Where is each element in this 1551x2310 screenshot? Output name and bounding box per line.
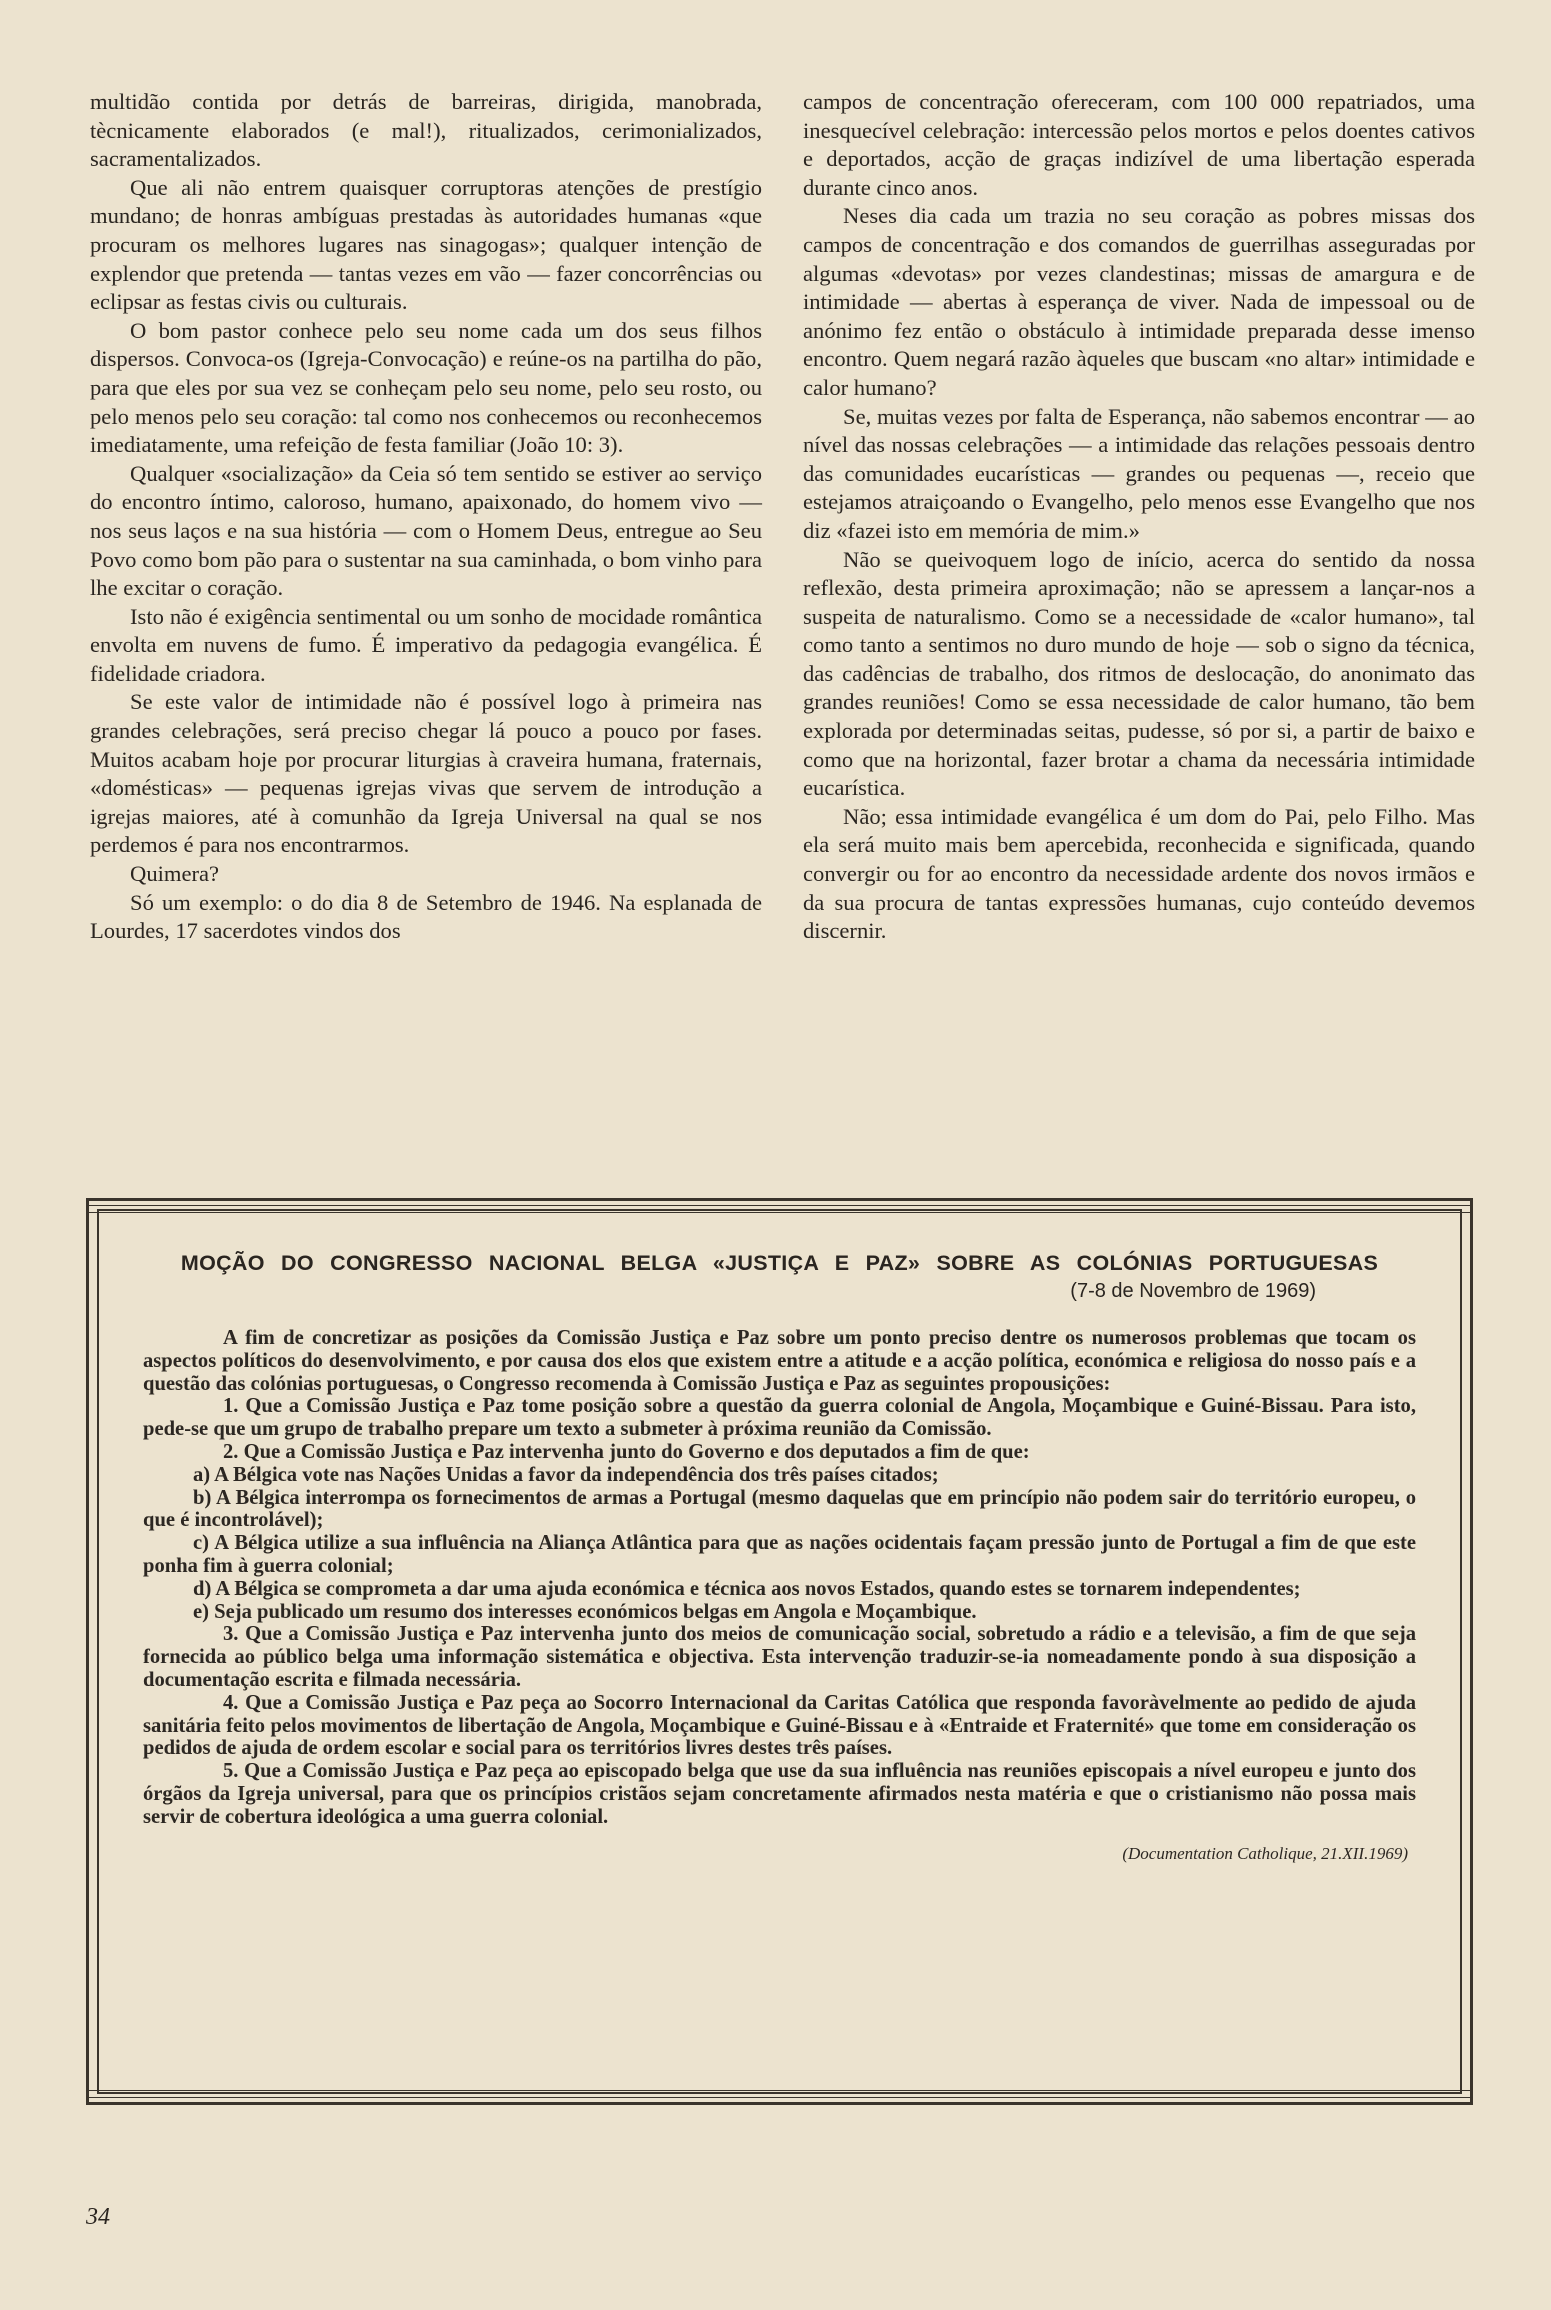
- paragraph: Isto não é exigência sentimental ou um sonho de mocidade romântica envolta em nuvens de fumo. É imperativo da pedagogia evangélica. É fidelidade criadora.: [90, 603, 762, 686]
- motion-paragraph: 5. Que a Comissão Justiça e Paz peça ao episcopado belga que use da sua influência nas reuniões episcopais a nível europeu e junto dos órgãos da Igreja universal, para que os princípios cristãos sejam concretamente afirmados nesta matéria e que o cristianismo não possa mais servir de cobertura ideológica a uma guerra colonial.: [143, 1760, 1416, 1828]
- motion-box-inner: [97, 1209, 1462, 2094]
- paragraph: O bom pastor conhece pelo seu nome cada um dos seus filhos dispersos. Convoca-os (Igreja-Convocação) e reúne-os na partilha do pão, para que eles por sua vez se conheçam pelo seu nome, pelo seu rosto, ou pelo menos pelo seu coração: tal como nos conhecemos ou reconhecemos imediatamente, uma refeição de festa familiar (João 10: 3).: [90, 317, 762, 458]
- right-column: [803, 88, 1475, 1164]
- motion-paragraph: 2. Que a Comissão Justiça e Paz intervenha junto do Governo e dos deputados a fim de que:: [223, 1440, 1030, 1463]
- paragraph: Não; essa intimidade evangélica é um dom do Pai, pelo Filho. Mas ela será muito mais bem apercebida, reconhecida e significada, quando convergir ou for ao encontro da necessidade ardente dos novos irmãos e da sua procura de tantas expressões humanas, cujo conteúdo devemos discernir.: [803, 803, 1475, 944]
- motion-subitem: e) Seja publicado um resumo dos interesses económicos belgas em Angola e Moçambique.: [193, 1600, 977, 1623]
- motion-subitem: c) A Bélgica utilize a sua influência na Aliança Atlântica para que as nações ocidentais façam pressão junto de Portugal a fim de que este ponha fim à guerra colonial;: [143, 1532, 1416, 1577]
- motion-date: (7-8 de Novembro de 1969): [1070, 1280, 1316, 1302]
- motion-source: (Documentation Catholique, 21.XII.1969): [1122, 1843, 1408, 1863]
- motion-subitem: d) A Bélgica se comprometa a dar uma ajuda económica e técnica aos novos Estados, quando estes se tornarem independentes;: [193, 1577, 1301, 1600]
- paragraph: campos de concentração ofereceram, com 100 000 repatriados, uma inesquecível celebração: intercessão pelos mortos e pelos doentes cativos e deportados, acção de graças indizível de uma libertação esperada durante cinco anos.: [803, 89, 1475, 200]
- paragraph: Que ali não entrem quaisquer corruptoras atenções de prestígio mundano; de honras ambíguas prestadas às autoridades humanas «que procuram os melhores lugares nas sinagogas»; qualquer intenção de explendor que pretenda — tantas vezes em vão — fazer concorrências ou eclipsar as festas civis ou culturais.: [90, 174, 762, 315]
- motion-box: [86, 1198, 1473, 2105]
- page-number: 34: [86, 2204, 110, 2230]
- paragraph: multidão contida por detrás de barreiras, dirigida, manobrada, tècnicamente elaborados (e mal!), ritualizados, cerimonializados, sacramentalizados.: [90, 89, 762, 172]
- paragraph: Neses dia cada um trazia no seu coração as pobres missas dos campos de concentração e dos comandos de guerrilhas asseguradas por algumas «devotas» por vezes clandestinas; missas de amargura e de intimidade — abertas à esperança de viver. Nada de impessoal ou de anónimo fez então o obstáculo à intimidade preparada desse imenso encontro. Quem negará razão àqueles que buscam «no altar» intimidade e calor humano?: [803, 203, 1475, 400]
- paragraph: Não se queivoquem logo de início, acerca do sentido da nossa reflexão, desta primeira aproximação; não se apressem a lançar-nos a suspeita de naturalismo. Como se a necessidade de «calor humano», tal como tanto a sentimos no duro mundo de hoje — sob o signo da técnica, das cadências de trabalho, dos ritmos de deslocação, do anonimato das grandes reuniões! Como se essa necessidade de calor humano, tão bem explorada por determinadas seitas, pudesse, só por si, a partir de baixo e como que na horizontal, fazer brotar a chama da necessária intimidade eucarística.: [803, 546, 1475, 801]
- article-columns: [90, 88, 1475, 1164]
- motion-paragraph: 1. Que a Comissão Justiça e Paz tome posição sobre a questão da guerra colonial de Angola, Moçambique e Guiné-Bissau. Para isto, pede-se que um grupo de trabalho prepare um texto a submeter à próxima reunião da Comissão.: [143, 1395, 1416, 1441]
- left-column: [90, 88, 762, 1164]
- motion-paragraph: A fim de concretizar as posições da Comissão Justiça e Paz sobre um ponto preciso dentre os numerosos problemas que tocam os aspectos políticos do desenvolvimento, e por causa dos elos que existem entre a atitude e a acção política, económica e religiosa do nosso país e a questão das colónias portuguesas, o Congresso recomenda à Comissão Justiça e Paz as seguintes propousições:: [143, 1327, 1416, 1395]
- motion-title: MOÇÃO DO CONGRESSO NACIONAL BELGA «JUSTIÇA E PAZ» SOBRE AS COLÓNIAS PORTUGUESAS: [180, 1251, 1379, 1275]
- motion-subitem: b) A Bélgica interrompa os fornecimentos de armas a Portugal (mesmo daquelas que em princípio não podem sair do território europeu, o que é incontrolável);: [143, 1486, 1416, 1532]
- motion-body: [143, 1327, 1416, 1865]
- paragraph: Se este valor de intimidade não é possível logo à primeira nas grandes celebrações, será preciso chegar lá pouco a pouco por fases. Muitos acabam hoje por procurar liturgias à craveira humana, fraternais, «domésticas» — pequenas igrejas vivas que servem de introdução a igrejas maiores, até à comunhão da Igreja Universal na qual se nos perdemos é para nos encontrarmos.: [90, 689, 762, 858]
- paragraph: Qualquer «socialização» da Ceia só tem sentido se estiver ao serviço do encontro íntimo, caloroso, humano, apaixonado, do homem vivo — nos seus laços e na sua história — com o Homem Deus, entregue ao Seu Povo como bom pão para o sustentar na sua caminhada, o bom vinho para lhe excitar o coração.: [90, 460, 762, 601]
- motion-paragraph: 4. Que a Comissão Justiça e Paz peça ao Socorro Internacional da Caritas Católica que responda favoràvelmente ao pedido de ajuda sanitária feito pelos movimentos de libertação de Angola, Moçambique e Guiné-Bissau e à «Entraide et Fraternité» que tome em consideração os pedidos de ajuda de ordem escolar e social para os territórios livres destes três países.: [143, 1691, 1416, 1760]
- paragraph: Quimera?: [130, 861, 220, 887]
- motion-paragraph: 3. Que a Comissão Justiça e Paz intervenha junto dos meios de comunicação social, sobretudo a rádio e a televisão, a fim de que seja fornecida ao público belga uma informação sistemática e objectiva. Esta intervenção traduzir-se-ia nomeadamente pondo à sua disposição a documentação escrita e filmada necessária.: [143, 1623, 1416, 1691]
- paragraph: Se, muitas vezes por falta de Esperança, não sabemos encontrar — ao nível das nossas celebrações — a intimidade das relações pessoais dentro das comunidades eucarísticas — grandes ou pequenas —, receio que estejamos atraiçoando o Evangelho, pelo menos esse Evangelho que nos diz «fazei isto em memória de mim.»: [803, 403, 1475, 543]
- paragraph: Só um exemplo: o do dia 8 de Setembro de 1946. Na esplanada de Lourdes, 17 sacerdotes vindos dos: [90, 889, 762, 944]
- motion-subitem: a) A Bélgica vote nas Nações Unidas a favor da independência dos três países citados;: [193, 1463, 939, 1486]
